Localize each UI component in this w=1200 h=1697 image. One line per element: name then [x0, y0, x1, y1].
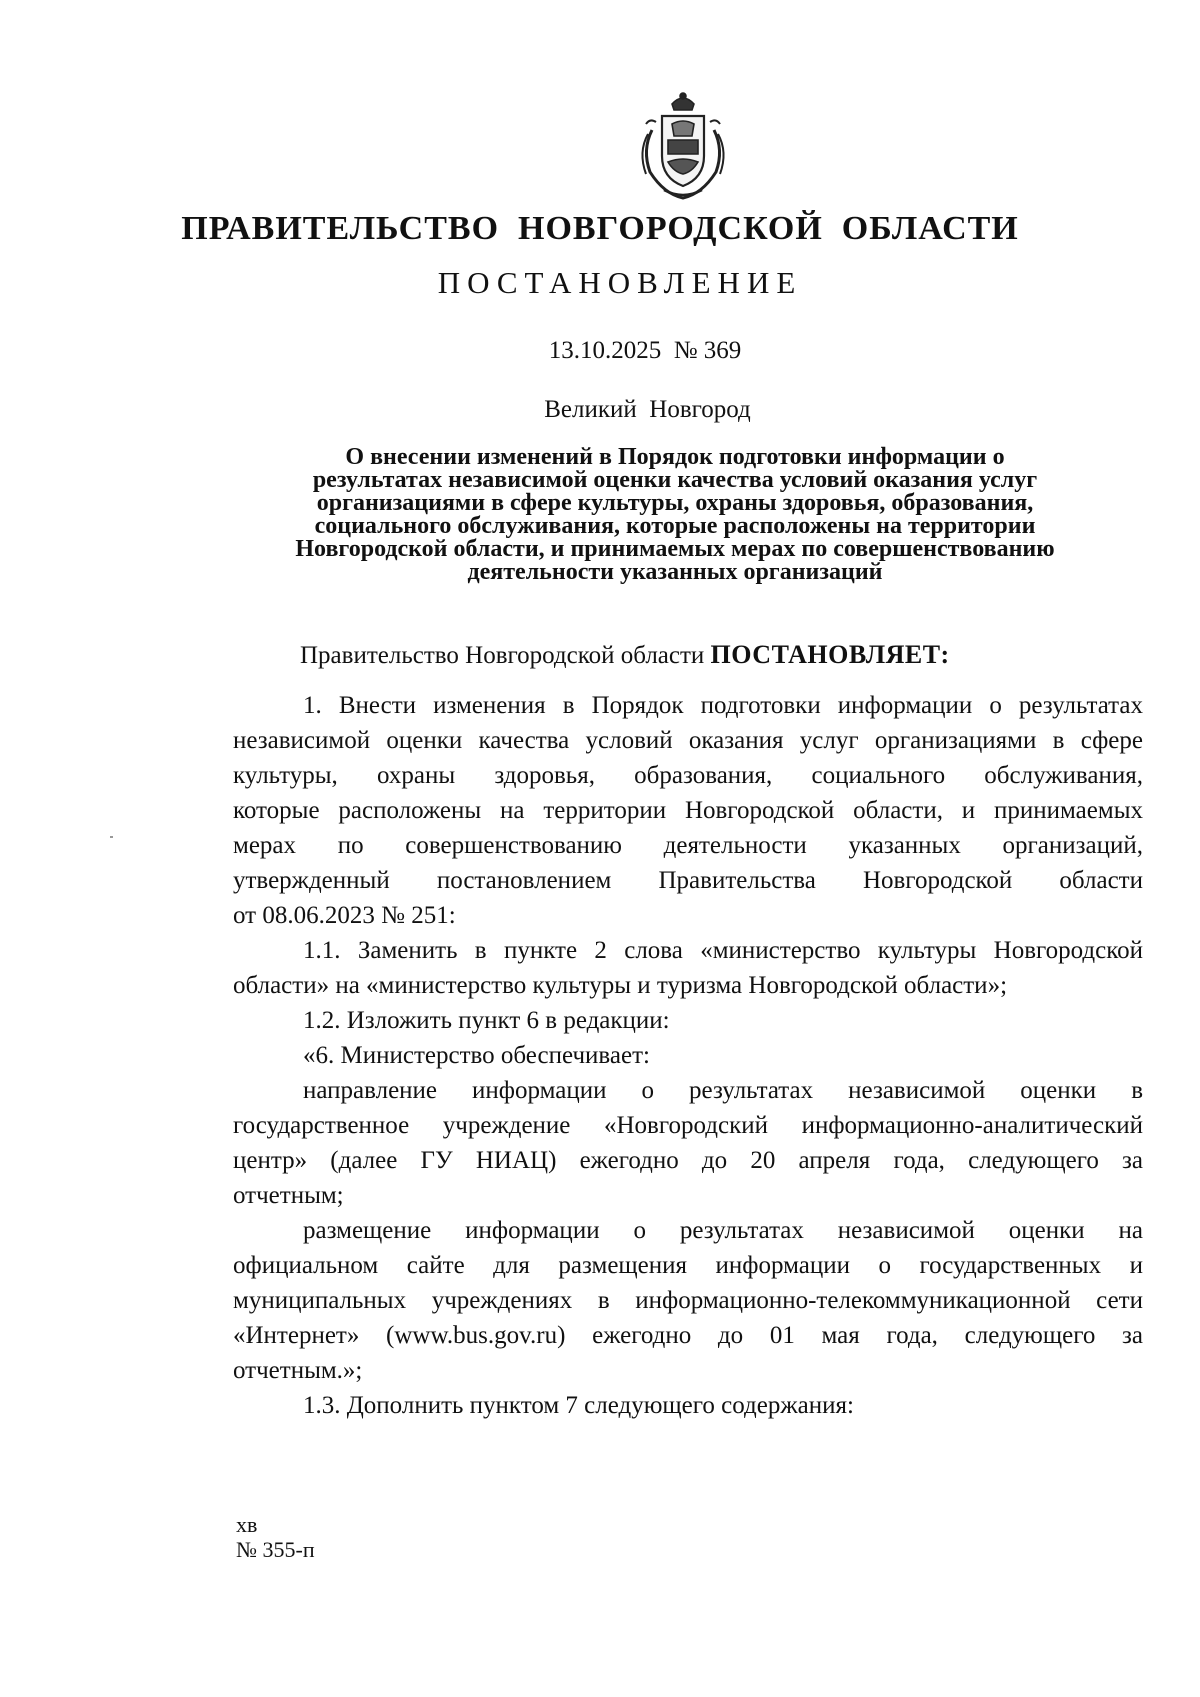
title-line: деятельности указанных организаций	[467, 559, 883, 585]
body-line: официальном сайте для размещения информации о государственных и	[233, 1252, 1143, 1279]
document-date-number: 13.10.2025 № 369	[548, 337, 742, 364]
preamble	[300, 640, 950, 670]
body-line: отчетным;	[233, 1182, 344, 1209]
body-line: 1.3. Дополнить пунктом 7 следующего содержания:	[303, 1392, 854, 1419]
body-line: мерах по совершенствованию деятельности указанных организаций,	[233, 832, 1143, 859]
body-line: 1. Внести изменения в Порядок подготовки информации о результатах	[303, 692, 1143, 719]
body-line: государственное учреждение «Новгородский информационно-аналитический	[233, 1112, 1143, 1139]
title-line: результатах независимой оценки качества условий оказания услуг	[312, 467, 1038, 493]
title-line: Новгородской области, и принимаемых мерах по совершенствованию	[295, 536, 1055, 562]
body-line: центр» (далее ГУ НИАЦ) ежегодно до 20 апреля года, следующего за	[233, 1147, 1143, 1174]
body-line: направление информации о результатах независимой оценки в	[303, 1077, 1143, 1104]
body-line: размещение информации о результатах независимой оценки на	[303, 1217, 1143, 1244]
document-title	[255, 446, 1095, 584]
body-line: 1.2. Изложить пункт 6 в редакции:	[303, 1007, 670, 1034]
preamble-decree-word: ПОСТАНОВЛЯЕТ:	[710, 640, 950, 669]
document-city: Великий Новгород	[544, 396, 751, 423]
title-line: О внесении изменений в Порядок подготовки информации о	[345, 444, 1005, 470]
footer-registration	[236, 1512, 315, 1562]
body-line: отчетным.»;	[233, 1357, 363, 1384]
body-line: муниципальных учреждениях в информационно-телекоммуникационной сети	[233, 1287, 1143, 1314]
organization-title: ПРАВИТЕЛЬСТВО НОВГОРОДСКОЙ ОБЛАСТИ	[181, 210, 1019, 247]
body-line: утвержденный постановлением Правительства Новгородской области	[233, 867, 1143, 894]
body-line: независимой оценки качества условий оказания услуг организациями в сфере	[233, 727, 1143, 754]
body-line: от 08.06.2023 № 251:	[233, 902, 456, 929]
title-line: социального обслуживания, которые расположены на территории	[314, 513, 1036, 539]
document-type: ПОСТАНОВЛЕНИЕ	[437, 265, 803, 300]
document-body	[233, 688, 1143, 1423]
body-line: культуры, охраны здоровья, образования, социального обслуживания,	[233, 762, 1143, 789]
coat-of-arms-emblem	[634, 90, 732, 202]
body-line: 1.1. Заменить в пункте 2 слова «министерство культуры Новгородской	[303, 937, 1143, 964]
footer-initials: хв	[236, 1512, 258, 1537]
preamble-text: Правительство Новгородской области	[300, 642, 711, 669]
body-line: «Интернет» (www.bus.gov.ru) ежегодно до 01 мая года, следующего за	[233, 1322, 1143, 1349]
title-line: организациями в сфере культуры, охраны здоровья, образования,	[316, 490, 1034, 516]
body-line: области» на «министерство культуры и туризма Новгородской области»;	[233, 972, 1008, 999]
footer-number: № 355-п	[236, 1537, 315, 1562]
scan-speck	[110, 836, 113, 838]
body-line: «6. Министерство обеспечивает:	[303, 1042, 650, 1069]
body-line: которые расположены на территории Новгородской области, и принимаемых	[233, 797, 1143, 824]
